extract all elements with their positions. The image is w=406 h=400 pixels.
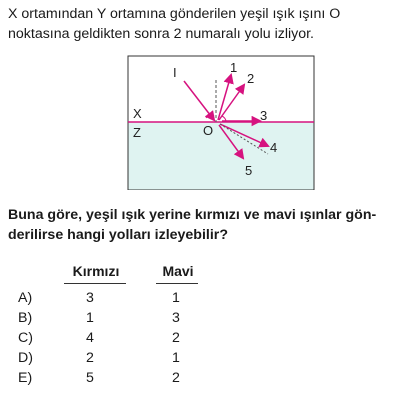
- question-text: [8, 205, 400, 245]
- label-ray-2: 2: [247, 71, 255, 86]
- label-medium-x: X: [133, 106, 142, 121]
- question-line-2: derilirse hangi yolları izleyebilir?: [8, 227, 228, 243]
- option-row-d[interactable]: [0, 350, 406, 370]
- blue-value: 2: [172, 330, 180, 346]
- option-letter: C): [18, 330, 33, 346]
- red-value: 2: [86, 350, 94, 366]
- label-ray-1: 1: [230, 60, 238, 75]
- option-letter: A): [18, 290, 33, 306]
- label-ray-4: 4: [270, 140, 278, 155]
- blue-value: 1: [172, 350, 180, 366]
- label-medium-z: Z: [133, 125, 141, 140]
- refraction-diagram: [0, 0, 406, 190]
- header-red: Kırmızı: [72, 263, 120, 279]
- header-underline-red: [64, 283, 126, 284]
- option-letter: B): [18, 310, 33, 326]
- option-row-c[interactable]: [0, 330, 406, 350]
- option-row-e[interactable]: [0, 370, 406, 390]
- question-line-1: Buna göre, yeşil ışık yerine kırmızı ve mavi ışınlar gön-: [8, 207, 377, 223]
- red-value: 4: [86, 330, 94, 346]
- label-ray-i: I: [173, 65, 177, 80]
- red-value: 1: [86, 310, 94, 326]
- option-row-b[interactable]: [0, 310, 406, 330]
- intro-line-2: noktasına geldikten sonra 2 numaralı yolu izliyor.: [8, 26, 314, 42]
- red-value: 5: [86, 370, 94, 386]
- blue-value: 3: [172, 310, 180, 326]
- blue-value: 1: [172, 290, 180, 306]
- answer-table: [0, 263, 406, 393]
- label-ray-5: 5: [245, 163, 253, 178]
- red-value: 3: [86, 290, 94, 306]
- label-ray-3: 3: [260, 108, 268, 123]
- header-blue: Mavi: [162, 263, 194, 279]
- option-letter: E): [18, 370, 33, 386]
- blue-value: 2: [172, 370, 180, 386]
- option-letter: D): [18, 350, 33, 366]
- medium-z-region: [128, 122, 314, 190]
- intro-line-1: X ortamından Y ortamına gönderilen yeşil ışık ışını O: [8, 6, 341, 22]
- option-row-a[interactable]: [0, 290, 406, 310]
- header-underline-blue: [156, 283, 198, 284]
- label-point-o: O: [203, 123, 214, 138]
